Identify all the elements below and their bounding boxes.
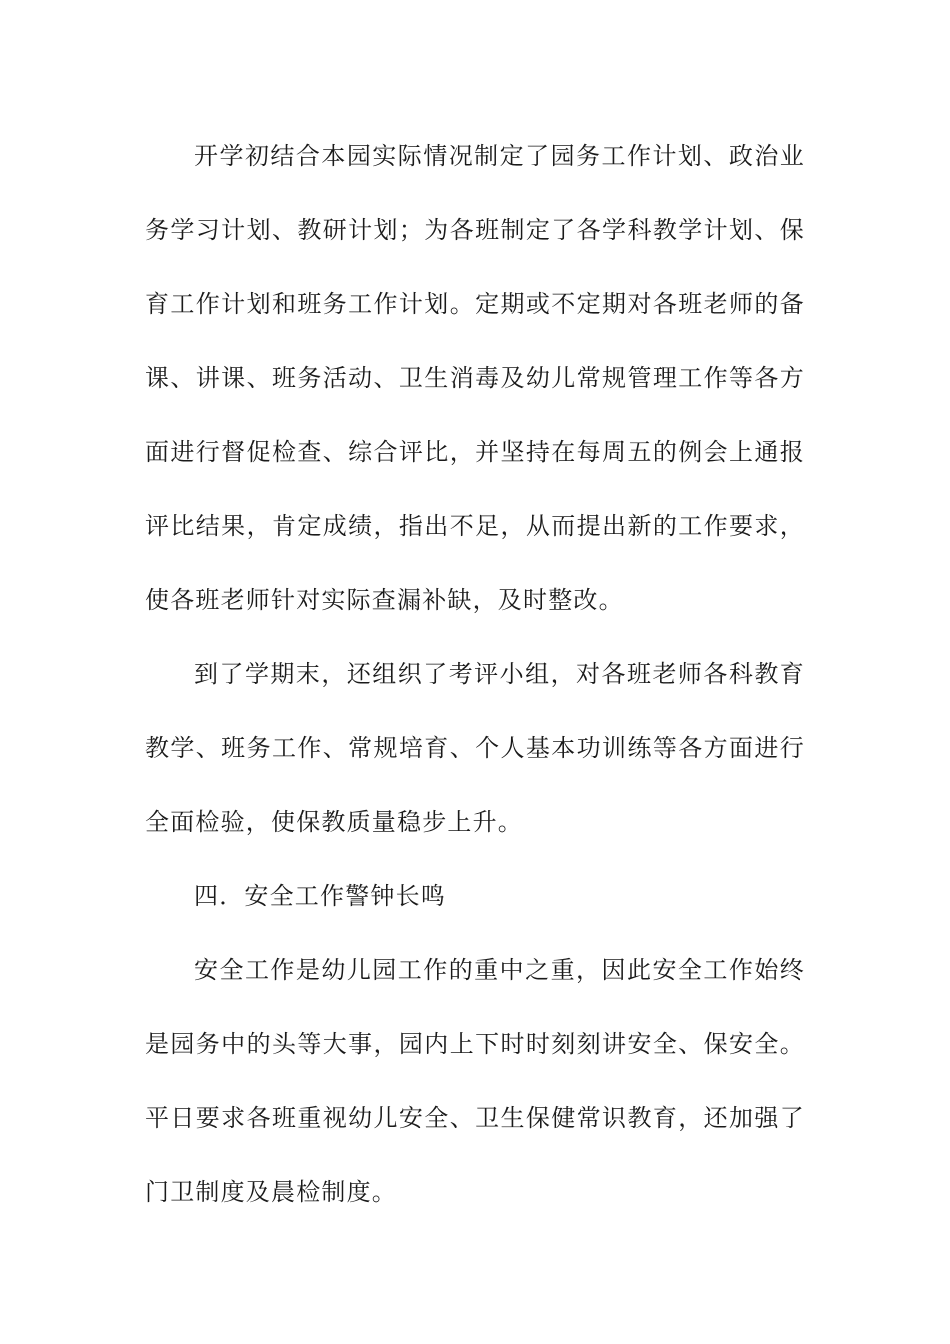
section-heading-safety: 四．安全工作警钟长鸣 <box>194 882 446 910</box>
paragraph-term-end-review: 到了学期末，还组织了考评小组，对各班老师各科教育教学、班务工作、常规培育、个人基本功训练等各方面进行全面检验，使保教质量稳步上升。 <box>145 660 805 836</box>
document-body <box>145 119 805 1229</box>
paragraph-safety: 安全工作是幼儿园工作的重中之重，因此安全工作始终是园务中的头等大事，园内上下时时刻刻讲安全、保安全。平日要求各班重视幼儿安全、卫生保健常识教育，还加强了门卫制度及晨检制度。 <box>145 956 805 1206</box>
paragraph-planning: 开学初结合本园实际情况制定了园务工作计划、政治业务学习计划、教研计划；为各班制定了各学科教学计划、保育工作计划和班务工作计划。定期或不定期对各班老师的备课、讲课、班务活动、卫生消毒及幼儿常规管理工作等各方面进行督促检查、综合评比，并坚持在每周五的例会上通报评比结果，肯定成绩，指出不足，从而提出新的工作要求，使各班老师针对实际查漏补缺，及时整改。 <box>145 142 805 614</box>
